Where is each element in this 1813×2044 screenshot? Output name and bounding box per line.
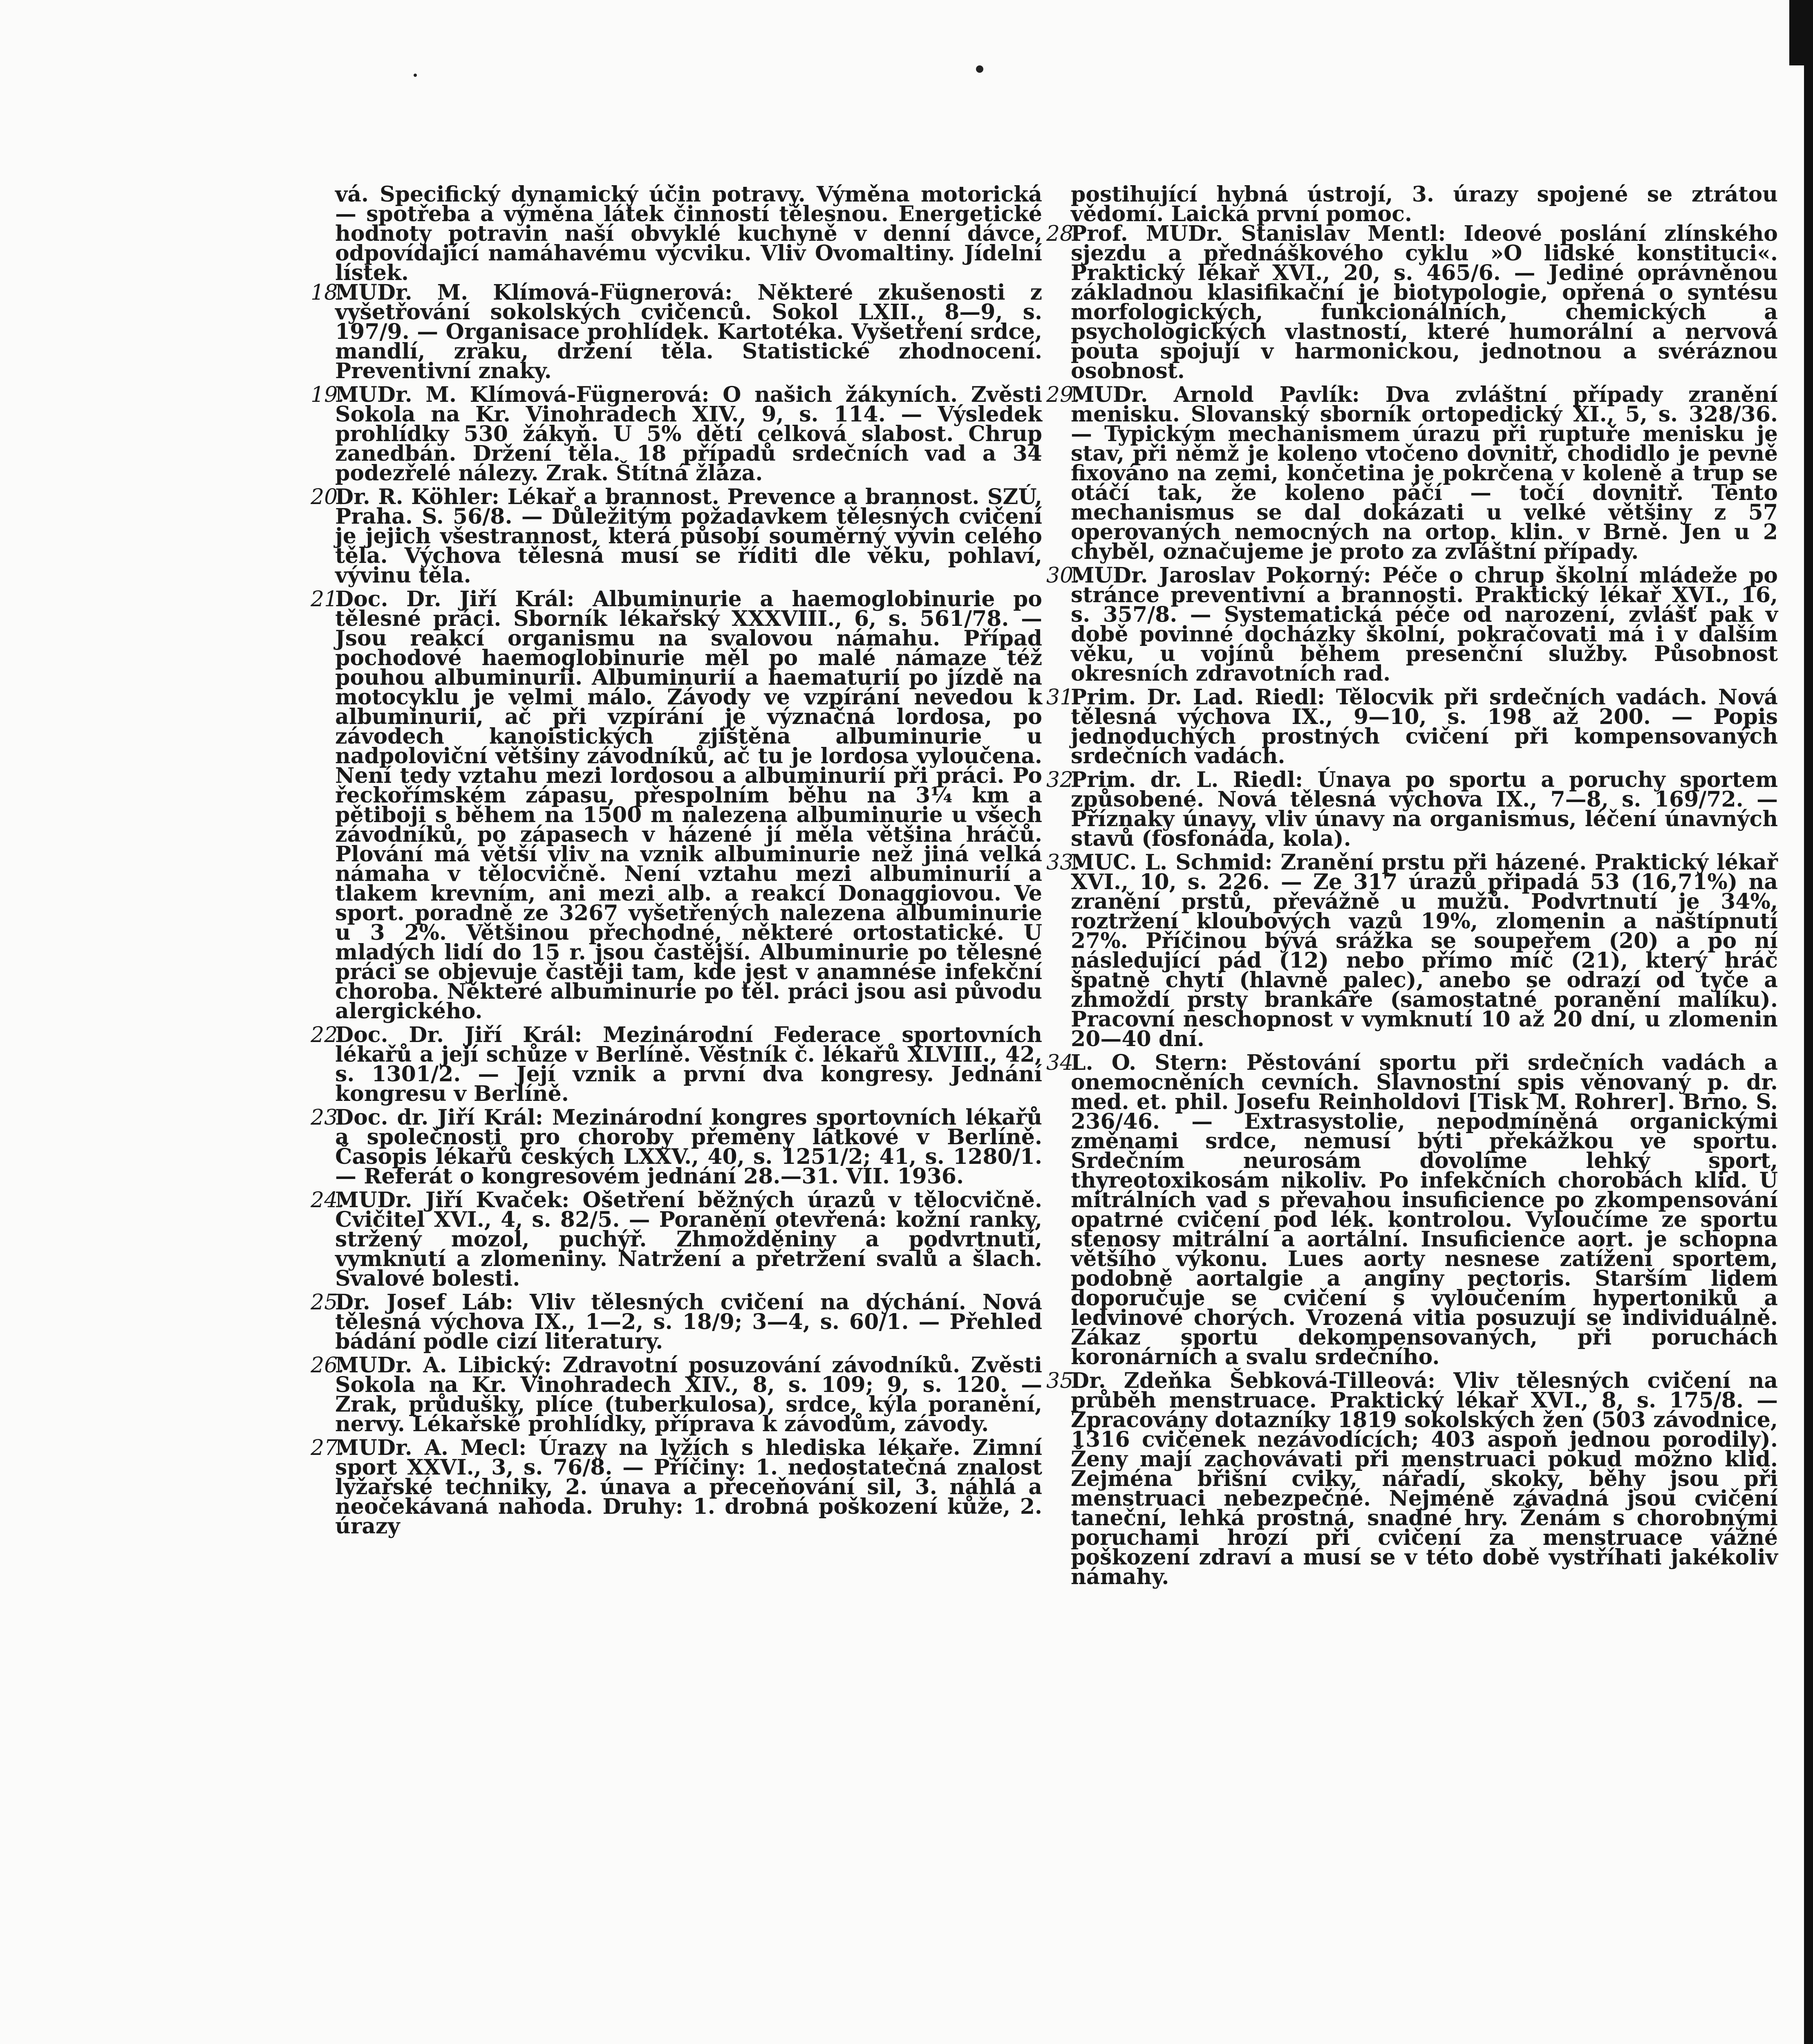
bibliography-entry bbox=[1046, 221, 1778, 383]
bibliography-entry bbox=[1046, 850, 1778, 1051]
continuation-text: vá. Specifický dynamický účin potravy. Výměna motorická — spotřeba a výměna látek činností tělesnou. Energetické hodnoty potravin naší obvyklé kuchyně v denní dávce, odpovídající namáhavému výcviku. Vliv Ovomaltiny. Jídelní lístek. bbox=[335, 182, 1042, 285]
right-column bbox=[1046, 182, 1778, 1591]
scan-speck bbox=[976, 65, 983, 73]
entry-text: Prof. MUDr. Stanislav Mentl: Ideové poslání zlínského sjezdu a přednáškového cyklu »O lidské konstituci«. Praktický lékař XVI., 20, s. 465/6. — Jediné oprávněnou základnou klasifikační je biotypologie, opřená o syntésu morfologických, funkcionálních, chemických a psychologických vlastností, které humorální a nervová pouta spojují v harmonickou, jednotnou a svéráznou osobnost. bbox=[1071, 221, 1778, 383]
scan-speck bbox=[414, 74, 417, 77]
entry-text: Doc. Dr. Jiří Král: Albuminurie a haemoglobinurie po tělesné práci. Sborník lékařský XXXVIII., 6, s. 561/78. — Jsou reakcí organismu na svalovou námahu. Případ pochodové haemoglobinurie měl po malé námaze též pouhou albuminurii. Albuminurií a haematurií po jízdě na motocyklu je velmi málo. Závody ve vzpírání nevedou k albuminurii, ač při vzpírání je význačná lordosa, po závodech kanoistických zjištěna albuminurie u nadpoloviční většiny závodníků, ač tu je lordosa vyloučena. Není tedy vztahu mezi lordosou a albuminurií při práci. Po řeckořímském zápasu, přespolním běhu na 3¼ km a pětiboji s během na 1500 m nalezena albuminurie u všech závodníků, po zápasech v házené jí měla většina hráčů. Plování má větší vliv na vznik albuminurie než jiná velká námaha v tělocvičně. Není vztahu mezi albuminurií a tlakem krevním, ani mezi alb. a reakcí Donaggiovou. Ve sport. poradně ze 3267 vyšetřených nalezena albuminurie u 3 2%. Většinou přechodné, některé ortostatické. U mladých lidí do 15 r. jsou častější. Albuminurie po tělesné práci se objevuje častěji tam, kde jest v anamnése infekční choroba. Některé albuminurie po těl. práci jsou asi původu alergického. bbox=[335, 587, 1042, 1024]
bibliography-entry bbox=[311, 1353, 1042, 1437]
bibliography-entry bbox=[311, 280, 1042, 383]
entry-text: MUDr. M. Klímová-Fügnerová: Některé zkušenosti z vyšetřování sokolských cvičenců. Sokol LXII., 8—9, s. 197/9. — Organisace prohlídek. Kartotéka. Vyšetření srdce, mandlí, zraku, držení těla. Statistické zhodnocení. Preventivní znaky. bbox=[335, 280, 1042, 383]
scan-edge bbox=[1804, 0, 1813, 2044]
bibliography-entry bbox=[311, 1105, 1042, 1189]
entry-number: 34. bbox=[1046, 1051, 1080, 1075]
bibliography-entry bbox=[311, 587, 1042, 1024]
entry-text: MUDr. Arnold Pavlík: Dva zvláštní případy zranění menisku. Slovanský sborník ortopedický XI., 5, s. 328/36. — Typickým mechanismem úrazu při ruptuře menisku je stav, při němž je koleno vtočeno dovnitř, chodidlo je pevně fixováno na zemi, končetina je pokrčena v koleně a trup se otáčí tak, že koleno páčí — točí dovnitř. Tento mechanismus se dal dokázati u velké většiny z 57 operovaných nemocných na ortop. klin. v Brně. Jen u 2 chyběl, označujeme je proto za zvláštní případy. bbox=[1071, 382, 1778, 564]
entry-number: 25. bbox=[311, 1290, 345, 1315]
bibliography-entry bbox=[1046, 767, 1778, 851]
entry-number: 23. bbox=[311, 1105, 345, 1130]
entry-number: 33. bbox=[1046, 850, 1080, 875]
entry-text: Dr. Josef Láb: Vliv tělesných cvičení na dýchání. Nová tělesná výchova IX., 1—2, s. 18/9; 3—4, s. 60/1. — Přehled bádání podle cizí literatury. bbox=[335, 1290, 1042, 1354]
bibliography-entry bbox=[311, 1022, 1042, 1106]
left-column bbox=[311, 182, 1042, 1540]
entry-text: Doc. Dr. Jiří Král: Mezinárodní Federace sportovních lékařů a její schůze v Berlíně. Věstník č. lékařů XLVIII., 42, s. 1301/2. — Její vznik a první dva kongresy. Jednání kongresu v Berlíně. bbox=[335, 1022, 1042, 1106]
bibliography-entry bbox=[1046, 382, 1778, 564]
entry-text: MUDr. Jaroslav Pokorný: Péče o chrup školní mládeže po stránce preventivní a brannosti. Praktický lékař XVI., 16, s. 357/8. — Systematická péče od narození, zvlášť pak v době povinné docházky školní, pokračovati má i v dalším věku, u vojínů během presenční služby. Působnost okresních zdravotních rad. bbox=[1071, 563, 1778, 686]
entry-text: MUDr. A. Libický: Zdravotní posuzování závodníků. Zvěsti Sokola na Kr. Vinohradech XIV., 8, s. 109; 9, s. 120. — Zrak, průdušky, plíce (tuberkulosa), srdce, kýla poranění, nervy. Lékařské prohlídky, příprava k závodům, závody. bbox=[335, 1353, 1042, 1437]
entry-number: 26. bbox=[311, 1353, 345, 1378]
entry-text: MUC. L. Schmid: Zranění prstu při házené. Praktický lékař XVI., 10, s. 226. — Ze 317 úrazů připadá 53 (16,71%) na zranění prstů, převážně u mužů. Podvrtnutí je 34%, roztržení kloubových vazů 19%, zlomenin a naštípnutí 27%. Příčinou bývá srážka se soupeřem (20) a po ní následující pád (12) nebo přímo míč (21), který hráč špatně chytí (hlavně palec), anebo se odrazí od tyče a zhmoždí prsty brankáře (samostatné poranění malíku). Pracovní neschopnost v vymknutí 10 až 20 dní, u zlomenin 20—40 dní. bbox=[1071, 850, 1778, 1051]
bibliography-entry bbox=[311, 1190, 1042, 1289]
entry-text: MUDr. Jiří Kvaček: Ošetření běžných úrazů v tělocvičně. Cvičitel XVI., 4, s. 82/5. — Poranění otevřená: kožní ranky, stržený mozol, puchýř. Zhmožděniny a podvrtnutí, vymknutí a zlomeniny. Natržení a přetržení svalů a šlach. Svalové bolesti. bbox=[335, 1188, 1042, 1291]
entry-text: Doc. dr. Jiří Král: Mezinárodní kongres sportovních lékařů a společnosti pro choroby přeměny látkové v Berlíně. Časopis lékařů českých LXXV., 40, s. 1251/2; 41, s. 1280/1. — Referát o kongresovém jednání 28.—31. VII. 1936. bbox=[335, 1105, 1042, 1189]
entry-text: Dr. Zdeňka Šebková-Tilleová: Vliv tělesných cvičení na průběh menstruace. Praktický lékař XVI., 8, s. 175/8. — Zpracovány dotazníky 1819 sokolských žen (503 závodnice, 1316 cvičenek nezávodících; 403 aspoň jednou porodily). Ženy mají zachovávati při menstruaci pokud možno klid. Zejména břišní cviky, nářadí, skoky, běhy jsou při menstruaci nebezpečné. Nejméně závadná jsou cvičení taneční, lehká prostná, snadné hry. Ženám s chorobnými poruchami hrozí při cvičení za menstruace vážné poškození zdraví a musí se v této době vystříhati jakékoliv námahy. bbox=[1071, 1368, 1778, 1589]
entry-text: Dr. R. Köhler: Lékař a brannost. Prevence a brannost. SZÚ, Praha. S. 56/8. — Důležitým požadavkem tělesných cvičení je jejich všestrannost, která působí souměrný vývin celého těla. Výchova tělesná musí se říditi dle věku, pohlaví, vývinu těla. bbox=[335, 484, 1042, 588]
bibliography-entry bbox=[311, 1290, 1042, 1354]
entry-number: 22. bbox=[311, 1023, 345, 1047]
entry-number: 27. bbox=[311, 1436, 345, 1460]
bibliography-entry bbox=[311, 484, 1042, 588]
entry-text: MUDr. M. Klímová-Fügnerová: O našich žákyních. Zvěsti Sokola na Kr. Vinohradech XIV., 9, s. 114. — Výsledek prohlídky 530 žákyň. U 5% dětí celková slabost. Chrup zanedbán. Držení těla. 18 případů srdečních vad a 34 podezřelé nálezy. Zrak. Štítná žláza. bbox=[335, 382, 1042, 486]
bibliography-entry bbox=[1046, 1050, 1778, 1369]
entry-number: 20. bbox=[311, 485, 345, 509]
entry-number: 32. bbox=[1046, 768, 1080, 792]
continuation-text: postihující hybná ústrojí, 3. úrazy spojené se ztrátou vědomí. Laická první pomoc. bbox=[1071, 182, 1778, 226]
entry-number: 24. bbox=[311, 1188, 345, 1213]
entry-text: Prim. dr. L. Riedl: Únava po sportu a poruchy sportem způsobené. Nová tělesná výchova IX., 7—8, s. 169/72. — Příznaky únavy, vliv únavy na organismus, léčení únavných stavů (fosfonáda, kola). bbox=[1071, 767, 1778, 851]
bibliography-entry bbox=[1046, 563, 1778, 686]
entry-number: 30. bbox=[1046, 563, 1080, 588]
entry-number: 19. bbox=[311, 383, 345, 407]
entry-text: L. O. Stern: Pěstování sportu při srdečních vadách a onemocněních cevních. Slavnostní spis věnovaný p. dr. med. et. phil. Josefu Reinholdovi [Tisk M. Rohrer]. Brno. S. 236/46. — Extrasystolie, nepodmíněná organickými změnami srdce, nemusí býti překážkou ve sportu. Srdečním neurosám dovolíme lehký sport, thyreotoxikosám nikoliv. Po infekčních chorobách klid. U mitrálních vad s převahou insuficience po zkompensování opatrné cvičení pod lék. kontrolou. Vyloučíme ze sportu stenosy mitrální a aortální. Insuficience aort. je schopna většího výkonu. Lues aorty nesnese zatížení sportem, podobně aortalgie a anginy pectoris. Starším lidem doporučuje se cvičení s vyloučením hypertoniků a ledvinové chorých. Vrozená vitia posuzují se individuálně. Zákaz sportu dekompensovaných, při poruchách koronárních a svalu srdečního. bbox=[1071, 1050, 1778, 1369]
scan-edge-corner bbox=[1789, 0, 1804, 65]
bibliography-entry bbox=[1046, 1368, 1778, 1589]
entry-number: 21. bbox=[311, 587, 345, 612]
entry-number: 35. bbox=[1046, 1369, 1080, 1393]
bibliography-entry bbox=[1046, 685, 1778, 769]
bibliography-entry bbox=[311, 1435, 1042, 1539]
entry-number: 28. bbox=[1046, 222, 1080, 246]
entry-number: 31. bbox=[1046, 685, 1080, 710]
entry-number: 18. bbox=[311, 280, 345, 305]
bibliography-entry bbox=[311, 382, 1042, 486]
entry-text: Prim. Dr. Lad. Riedl: Tělocvik při srdečních vadách. Nová tělesná výchova IX., 9—10, s. 198 až 200. — Popis jednoduchých prostných cvičení při kompensovaných srdečních vadách. bbox=[1071, 685, 1778, 769]
entry-text: MUDr. A. Mecl: Úrazy na lyžích s hlediska lékaře. Zimní sport XXVI., 3, s. 76/8. — Příčiny: 1. nedostatečná znalost lyžařské techniky, 2. únava a přeceňování sil, 3. náhlá a neočekávaná nahoda. Druhy: 1. drobná poškození kůže, 2. úrazy bbox=[335, 1435, 1042, 1539]
entry-number: 29. bbox=[1046, 383, 1080, 407]
